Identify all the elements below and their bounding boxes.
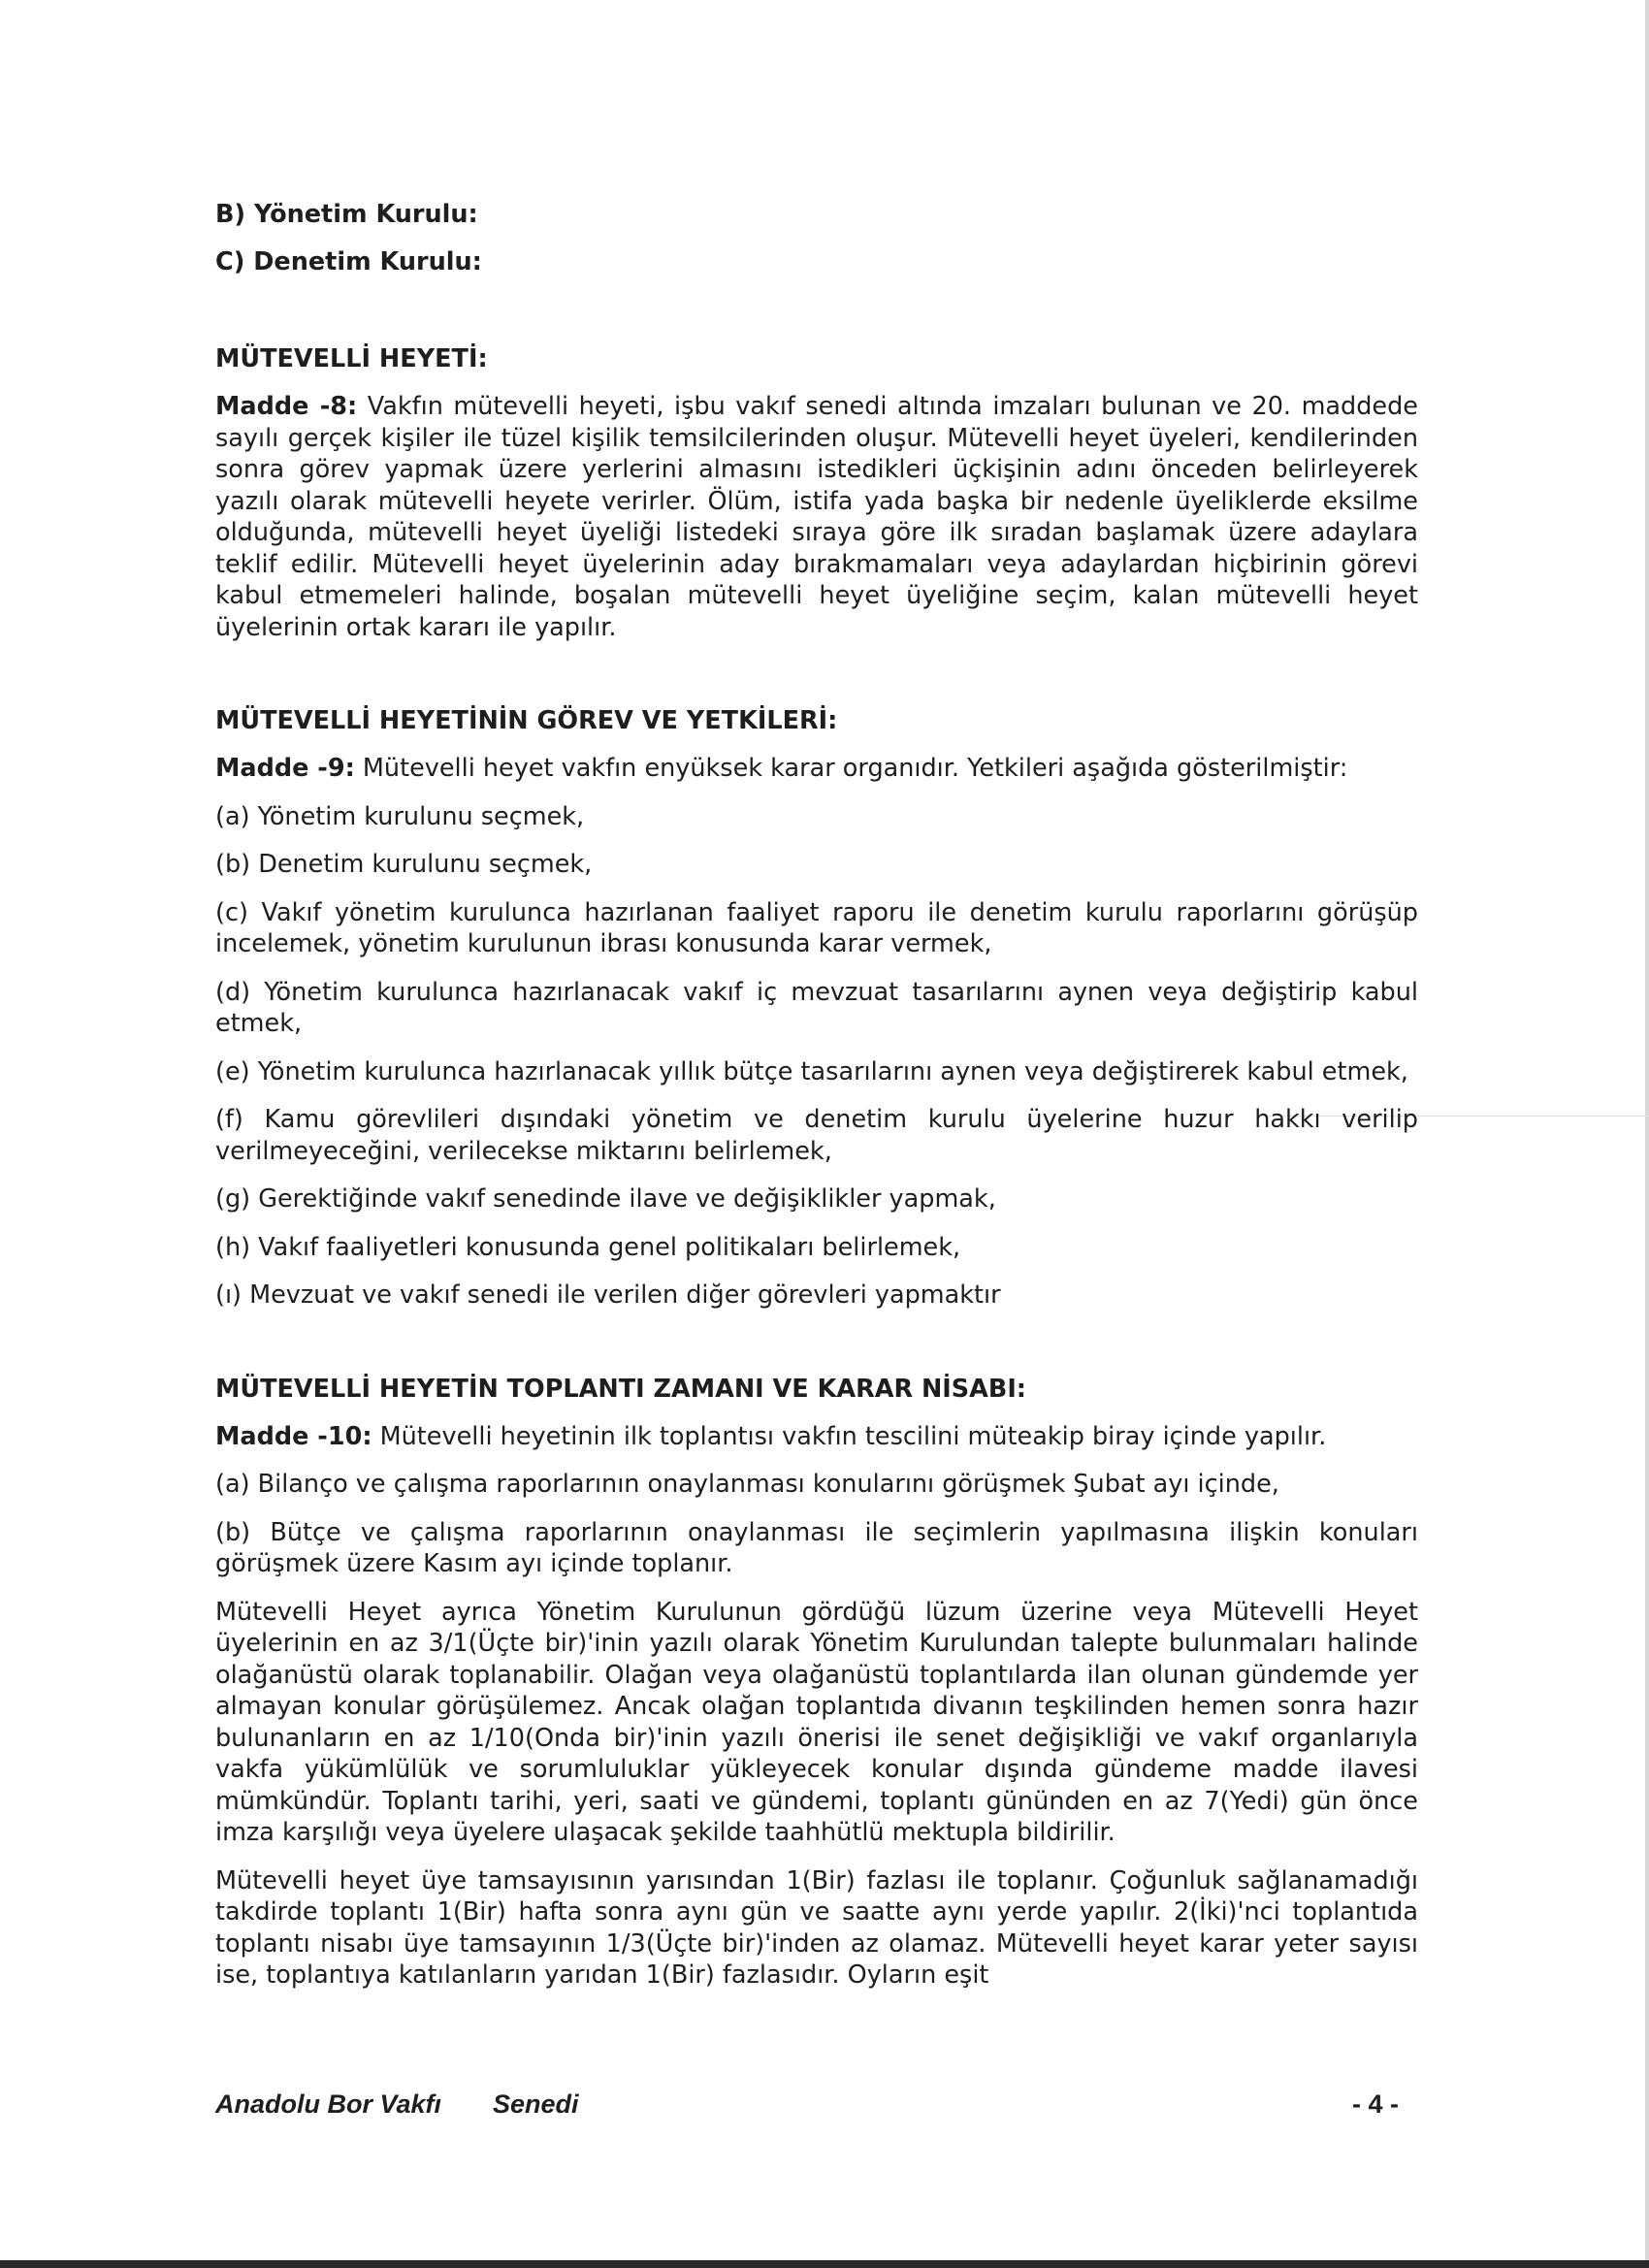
footer-title: Anadolu Bor Vakfı [215,2090,442,2119]
madde-9-label: Madde -9: [215,754,355,783]
madde-8-label: Madde -8: [215,392,358,421]
toplanti-heading: MÜTEVELLİ HEYETİN TOPLANTI ZAMANI VE KARAR NİSABI: [215,1374,1027,1404]
mutevelli-heading: MÜTEVELLİ HEYETİ: [215,344,488,373]
list-item: (ı) Mevzuat ve vakıf senedi ile verilen diğer görevleri yapmaktır [215,1280,1001,1310]
list-item: (d) Yönetim kurulunca hazırlanacak vakıf iç mevzuat tasarılarını aynen veya değiştirip kabul etmek, [215,977,1418,1038]
list-item: (h) Vakıf faaliyetleri konusunda genel politikaları belirlemek, [215,1232,961,1262]
page-number: - 4 - [1351,2090,1399,2119]
list-item: (b) Denetim kurulunu seçmek, [215,850,593,879]
section-c-heading: C) Denetim Kurulu: [215,247,482,276]
list-item: (b) Bütçe ve çalışma raporlarının onaylanması ile seçimlerin yapılmasına ilişkin konuları görüşmek üzere Kasım ayı içinde toplanır. [215,1517,1418,1578]
madde-10-list [215,1469,1418,1580]
scan-edge-bottom [0,2260,1649,2268]
madde-10-paragraph [215,1421,1418,1453]
madde-9-paragraph [215,753,1418,785]
document-body [215,199,1418,1992]
list-item: (c) Vakıf yönetim kurulunca hazırlanan faaliyet raporu ile denetim kurulu raporlarını görüşüp incelemek, yönetim kurulunun ibrası konusunda karar vermek, [215,897,1418,958]
madde-8-paragraph [215,391,1418,643]
madde-9-text: Mütevelli heyet vakfın enyüksek karar organıdır. Yetkileri aşağıda gösterilmiştir: [362,754,1348,783]
scan-edge-right [1645,0,1649,2268]
list-item: (a) Yönetim kurulunu seçmek, [215,801,585,831]
madde-10-label: Madde -10: [215,1421,372,1451]
section-b-heading: B) Yönetim Kurulu: [215,200,478,229]
gorev-heading: MÜTEVELLİ HEYETİNİN GÖREV VE YETKİLERİ: [215,706,838,735]
list-item: (e) Yönetim kurulunca hazırlanacak yıllık bütçe tasarılarını aynen veya değiştirerek kabul etmek, [215,1056,1408,1086]
list-item: (a) Bilanço ve çalışma raporlarının onaylanması konularını görüşmek Şubat ayı içinde, [215,1470,1279,1499]
list-item: (f) Kamu görevlileri dışındaki yönetim ve denetim kurulu üyelerine huzur hakkı verilip verilmeyeceğini, verilecekse miktarını belirlemek, [215,1105,1418,1166]
madde-9-list [215,801,1418,1312]
madde-8-text: Vakfın mütevelli heyeti, işbu vakıf senedi altında imzaları bulunan ve 20. maddede sayılı gerçek kişiler ile tüzel kişilik temsilcilerinden oluşur. Mütevelli heyet üyeleri, kendilerinden sonra görev yapmak üzere yerlerini almasını istedikleri üçkişinin adını önceden belirleyerek yazılı olarak mütevelli heyete verirler. Ölüm, istifa yada başka bir nedenle üyeliklerde eksilme olduğunda, mütevelli heyet üyeliği listedeki sıraya göre ilk sıradan başlamak üzere adaylara teklif edilir. Mütevelli heyet üyelerinin aday bırakmamaları veya adaylardan hiçbirinin görevi kabul etmemeleri halinde, boşalan mütevelli heyet üyeliğine seçim, kalan mütevelli heyet üyelerinin ortak kararı ile yapılır. [215,392,1418,642]
toplanti-paragraph-2: Mütevelli heyet üye tamsayısının yarısından 1(Bir) fazlası ile toplanır. Çoğunluk sağlanamadığı takdirde toplantı 1(Bir) hafta sonra aynı gün ve saatte aynı yerde yapılır. 2(İki)'nci toplantıda toplantı nisabı üye tamsayının 1/3(Üçte bir)'inden az olamaz. Mütevelli heyet karar yeter sayısı ise, toplantıya katılanların yarıdan 1(Bir) fazlasıdır. Oyların eşit [215,1865,1418,1990]
toplanti-paragraph-1: Mütevelli Heyet ayrıca Yönetim Kurulunun gördüğü lüzum üzerine veya Mütevelli Heyet üyelerinin en az 3/1(Üçte bir)'inin yazılı olarak Yönetim Kurulundan talepte bulunmaları halinde olağanüstü olarak toplanabilir. Olağan veya olağanüstü toplantılarda ilan olunan gündemde yer almayan konular görüşülemez. Ancak olağan toplantıda divanın teşkilinden hemen sonra hazır bulunanların en az 1/10(Onda bir)'inin yazılı önerisi ile senet değişikliği ve vakıf organlarıyla vakfa yükümlülük ve sorumluluklar yükleyecek konular dışında gündeme madde ilavesi mümkündür. Toplantı tarihi, yeri, saati ve gündemi, toplantı gününden en az 7(Yedi) gün önce imza karşılığı veya üyelere ulaşacak şekilde taahhütlü mektupla bildirilir. [215,1597,1418,1847]
list-item: (g) Gerektiğinde vakıf senedinde ilave ve değişiklikler yapmak, [215,1184,996,1214]
madde-10-text: Mütevelli heyetinin ilk toplantısı vakfın tescilini müteakip biray içinde yapılır. [379,1421,1327,1451]
footer-subtitle: Senedi [493,2090,579,2119]
